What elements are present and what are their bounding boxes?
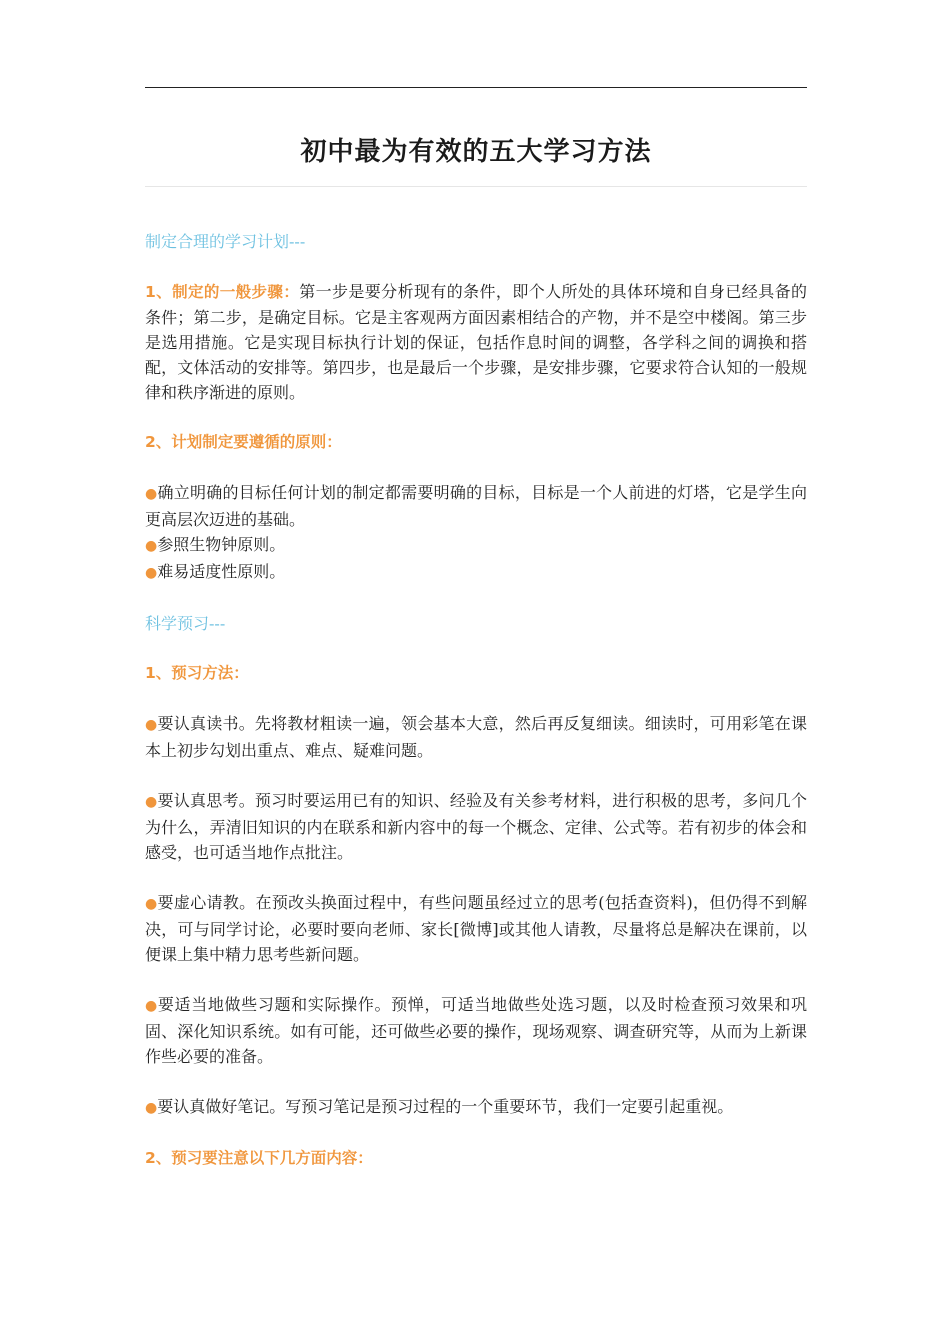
list-item-text: 要虚心请教。在预改头换面过程中，有些问题虽经过立的思考(包括查资料)，但仍得不到解决，可与同学讨论，必要时要向老师、家长[微博]或其他人请教，尽量将总是解决在课前，以便课上集中精力思考些新问题。 [145, 893, 807, 964]
bullet-dot-icon: ● [145, 717, 158, 733]
bullet-dot-icon: ● [145, 896, 158, 912]
subheading-principles: 2、计划制定要遵循的原则： [145, 433, 342, 451]
paragraph-text: 第一步是要分析现有的条件，即个人所处的具体环境和自身已经具备的条件；第二步，是确定目标。它是主客观两方面因素相结合的产物，并不是空中楼阁。第三步是选用措施。它是实现目标执行计划的保证，包括作息时间的调整，各学科之间的调换和搭配，文体活动的安排等。第四步，也是最后一个步骤，是安排步骤，它要求符合认知的一般规律和秩序渐进的原则。 [145, 282, 807, 402]
document-body [145, 229, 807, 1196]
list-item-text: 要认真做好笔记。写预习笔记是预习过程的一个重要环节，我们一定要引起重视。 [157, 1097, 734, 1116]
list-item [145, 788, 807, 865]
bullet-dot-icon: ● [145, 1100, 158, 1116]
bullet-dot-icon: ● [145, 794, 158, 810]
subheading-preview-notes: 2、预习要注意以下几方面内容： [145, 1149, 373, 1167]
paragraph-general-steps [145, 279, 807, 405]
bullet-dot-icon: ● [145, 998, 158, 1014]
list-item-text: 要认真读书。先将教材粗读一遍，领会基本大意，然后再反复细读。细读时，可用彩笔在课本上初步勾划出重点、难点、疑难问题。 [145, 714, 807, 760]
list-item [145, 480, 807, 532]
bullet-dot-icon: ● [145, 565, 158, 581]
subheading-general-steps: 1、制定的一般步骤： [145, 283, 300, 301]
section-heading-preview: 科学预习--- [145, 614, 226, 633]
section-heading-plan: 制定合理的学习计划--- [145, 232, 306, 251]
bullet-dot-icon: ● [145, 486, 158, 502]
list-item-text: 参照生物钟原则。 [157, 535, 286, 554]
list-item-text: 要适当地做些习题和实际操作。预惮，可适当地做些处选习题，以及时检查预习效果和巩固、深化知识系统。如有可能，还可做些必要的操作，现场观察、调查研究等，从而为上新课作些必要的准备。 [145, 995, 807, 1066]
list-item [145, 1094, 807, 1121]
list-item [145, 992, 807, 1069]
list-item [145, 711, 807, 763]
list-item-text: 确立明确的目标任何计划的制定都需要明确的目标，目标是一个人前进的灯塔，它是学生向更高层次迈进的基础。 [145, 483, 807, 529]
list-item [145, 532, 807, 559]
header-rule [145, 87, 807, 88]
page-title: 初中最为有效的五大学习方法 [300, 137, 652, 167]
list-item [145, 559, 807, 586]
bullet-dot-icon: ● [145, 538, 158, 554]
subheading-preview-methods: 1、预习方法： [145, 664, 249, 682]
title-divider [145, 186, 807, 187]
list-item [145, 890, 807, 967]
list-item-text: 难易适度性原则。 [157, 562, 286, 581]
list-item-text: 要认真思考。预习时要运用已有的知识、经验及有关参考材料，进行积极的思考，多问几个为什么，弄清旧知识的内在联系和新内容中的每一个概念、定律、公式等。若有初步的体会和感受，也可适当地作点批注。 [145, 791, 807, 862]
